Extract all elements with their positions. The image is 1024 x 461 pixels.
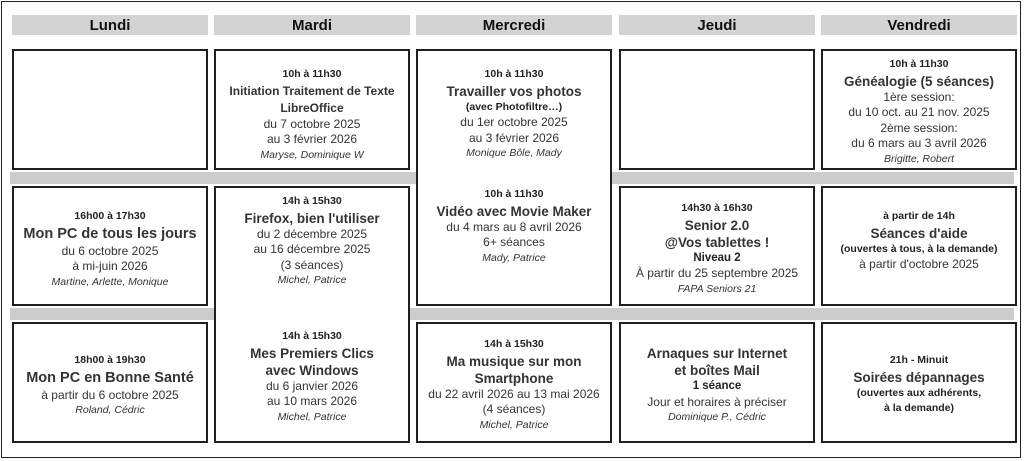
course-time: 14h à 15h30 [282,330,342,342]
course-title: Généalogie (5 séances) [843,73,995,89]
course-title: Senior 2.0 [684,217,750,233]
course-dates: au 3 février 2026 [468,130,560,145]
course-title: Initiation Traitement de Texte [229,83,395,98]
mardi-afternoon-cell [214,186,410,443]
course-time: 18h00 à 19h30 [74,354,146,366]
course-title: @Vos tablettes ! [664,234,770,250]
course-sessions: (4 séances) [482,402,546,416]
day-header-lundi: Lundi [12,15,208,35]
course-session-label: 2ème session: [880,120,958,135]
course-instructors: Michel, Patrice [277,410,347,423]
course-subtitle: (ouvertes à tous, à la demande) [840,242,998,255]
course-title: Séances d'aide [870,225,968,241]
course-dates: à partir d'octobre 2025 [859,257,979,271]
course-title: Soirées dépannages [853,369,985,385]
course-title: Smartphone [474,370,554,386]
vendredi-seances-aide [821,186,1017,306]
day-header-mardi: Mardi [214,15,410,35]
course-instructors: Dominique P., Cédric [668,411,766,423]
course-time: 14h à 15h30 [282,195,342,207]
lundi-course-mon-pc-tous-les-jours [12,186,208,306]
course-dates: du 1er octobre 2025 [460,115,568,129]
lundi-slot-morning-empty [12,49,208,170]
course-time: à partir de 14h [883,210,955,222]
course-title: Mon PC en Bonne Santé [26,369,194,386]
course-title: Mes Premiers Clics [250,345,374,361]
course-time: 10h à 11h30 [484,68,544,80]
course-title: Vidéo avec Movie Maker [436,203,592,219]
lundi-course-mon-pc-bonne-sante [12,322,208,443]
course-dates: du 4 mars au 8 avril 2026 [446,219,582,234]
course-instructors: Brigitte, Robert [883,152,955,165]
course-level: Niveau 2 [693,251,741,264]
course-dates: du 6 mars au 3 avril 2026 [851,136,987,150]
course-title: Arnaques sur Internet [646,346,788,361]
course-title: Travailler vos photos [446,83,582,99]
day-header-jeudi: Jeudi [619,15,815,35]
course-subtitle: (avec Photofiltre…) [465,100,563,113]
course-time: 16h00 à 17h30 [74,210,146,222]
mercredi-morning-cell [416,49,612,306]
jeudi-course-senior-tablettes [619,186,815,306]
course-dates: du 7 octobre 2025 [263,116,361,131]
course-dates: au 10 mars 2026 [266,394,358,408]
course-time: 14h30 à 16h30 [681,202,753,214]
course-title: LibreOffice [280,100,344,115]
course-dates: à mi-juin 2026 [72,259,148,273]
course-dates: à partir du 6 octobre 2025 [41,387,179,402]
vendredi-course-genealogie [821,49,1017,170]
course-sessions: 1 séance [692,380,742,392]
course-instructors: Martine, Arlette, Monique [51,275,169,288]
day-header-mercredi: Mercredi [416,15,612,35]
vendredi-soirees-depannages [821,322,1017,443]
course-title: Mon PC de tous les jours [23,225,197,242]
course-time: 14h à 15h30 [484,338,544,350]
course-instructors: Monique Bôle, Mady [466,147,562,159]
course-instructors: Roland, Cédric [75,404,145,416]
course-instructors: Mady, Patrice [482,251,546,264]
course-dates: du 6 octobre 2025 [61,243,159,258]
course-time: 10h à 11h30 [282,68,342,80]
course-dates: au 3 février 2026 [266,132,358,146]
course-dates: du 2 décembre 2025 [256,226,368,241]
course-dates: Jour et horaires à préciser [647,394,787,409]
course-time: 10h à 11h30 [484,188,544,200]
mardi-course-libreoffice [214,49,410,170]
course-title: avec Windows [265,362,359,378]
course-title: Ma musique sur mon [446,353,582,369]
course-subtitle: (ouvertes aux adhérents, [856,386,982,399]
mercredi-course-musique-smartphone [416,322,612,443]
course-time: 21h - Minuit [889,354,949,366]
course-instructors: Michel, Patrice [277,274,347,286]
course-instructors: Maryse, Dominique W [260,148,364,161]
course-instructors: Michel, Patrice [479,418,549,431]
course-title: Firefox, bien l'utiliser [244,210,380,226]
jeudi-slot-morning-empty [619,49,815,170]
course-dates: du 22 avril 2026 au 13 mai 2026 [428,386,600,401]
course-dates: du 6 janvier 2026 [265,378,359,393]
course-sessions: (3 séances) [280,257,344,272]
course-subtitle: à la demande) [883,402,955,414]
course-sessions: 6+ séances [483,235,545,249]
course-title: et boîtes Mail [674,363,760,378]
course-dates: À partir du 25 septembre 2025 [635,266,799,280]
course-dates: du 10 oct. au 21 nov. 2025 [848,105,990,119]
day-header-vendredi: Vendredi [821,15,1017,35]
course-time: 10h à 11h30 [889,58,949,70]
jeudi-course-arnaques-internet [619,322,815,443]
row-separator-band [10,308,1014,320]
course-dates: au 16 décembre 2025 [253,242,371,256]
course-session-label: 1ère session: [883,89,955,104]
course-instructors: FAPA Seniors 21 [677,282,757,295]
